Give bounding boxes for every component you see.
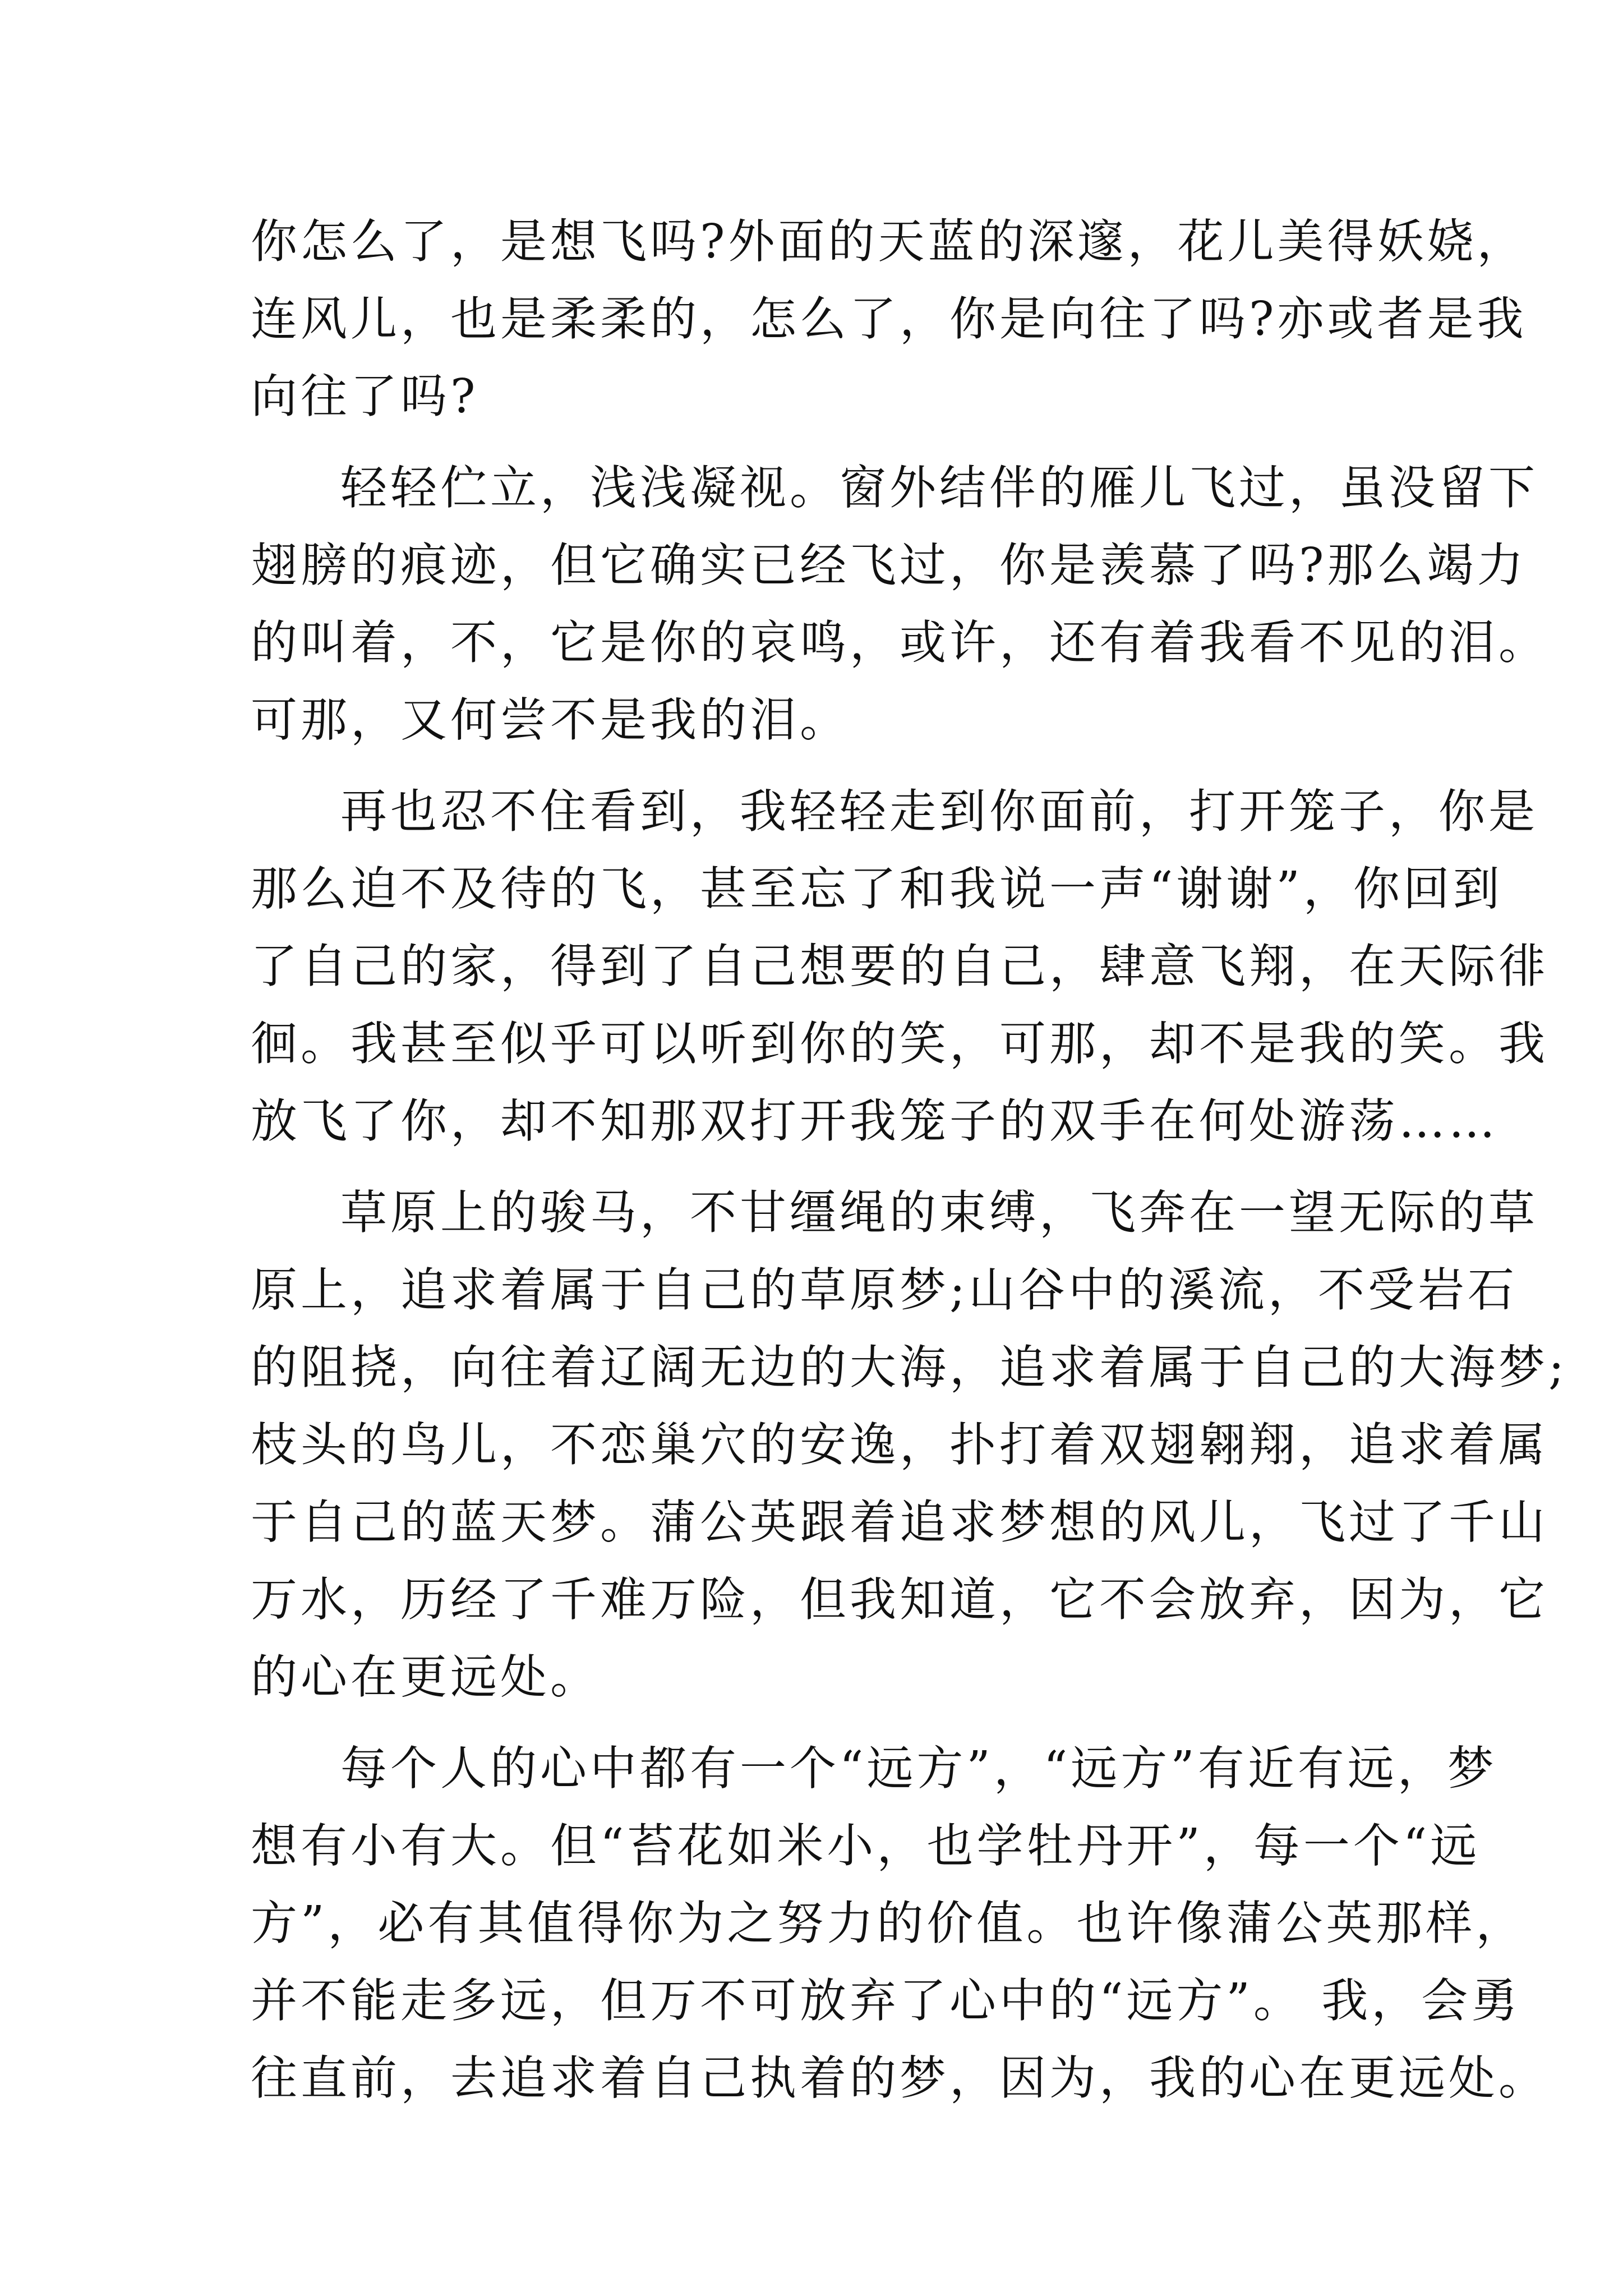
paragraph-2 (251, 449, 1548, 759)
text-line: 的心在更远处。 (251, 1650, 600, 1704)
text-line: 翅膀的痕迹，但它确实已经飞过，你是羡慕了吗?那么竭力 (251, 538, 1527, 592)
paragraph-1 (251, 203, 1527, 435)
text-line: 轻轻伫立，浅浅凝视。窗外结伴的雁儿飞过，虽没留下 (340, 461, 1538, 515)
text-line: 放飞了你，却不知那双打开我笼子的双手在何处游荡…… (251, 1094, 1498, 1148)
text-line: 枝头的鸟儿，不恋巢穴的安逸，扑打着双翅翱翔，追求着属 (251, 1418, 1548, 1472)
text-line: 想有小有大。但“苔花如米小，也学牡丹开”，每一个“远 (251, 1819, 1481, 1873)
text-line: 万水，历经了千难万险，但我知道，它不会放弃，因为，它 (251, 1572, 1548, 1627)
paragraph-5 (251, 1730, 1548, 2117)
text-line: 可那，又何尝不是我的泪。 (251, 693, 850, 747)
text-line: 每个人的心中都有一个“远方”，“远方”有近有远，梦 (340, 1741, 1497, 1796)
text-line: 那么迫不及待的飞，甚至忘了和我说一声“谢谢”，你回到 (251, 862, 1503, 916)
text-line: 方”，必有其值得你为之努力的价值。也许像蒲公英那样， (251, 1896, 1526, 1950)
text-line: 并不能走多远，但万不可放弃了心中的“远方”。 我，会勇 (251, 1973, 1521, 2028)
text-line: 的叫着，不，它是你的哀鸣，或许，还有着我看不见的泪。 (251, 615, 1548, 670)
text-line: 于自己的蓝天梦。蒲公英跟着追求梦想的风儿，飞过了千山 (251, 1495, 1548, 1549)
text-line: 往直前，去追求着自己执着的梦，因为，我的心在更远处。 (251, 2051, 1548, 2105)
text-line: 原上，追求着属于自己的草原梦;山谷中的溪流，不受岩石 (251, 1263, 1518, 1317)
text-line: 徊。我甚至似乎可以听到你的笑，可那，却不是我的笑。我 (251, 1016, 1548, 1071)
text-line: 再也忍不住看到，我轻轻走到你面前，打开笼子，你是 (340, 784, 1538, 839)
text-line: 你怎么了，是想飞吗?外面的天蓝的深邃，花儿美得妖娆， (251, 214, 1527, 269)
text-line: 连风儿，也是柔柔的，怎么了，你是向往了吗?亦或者是我 (251, 292, 1527, 346)
text-line: 的阻挠，向往着辽阔无边的大海，追求着属于自己的大海梦; (251, 1340, 1567, 1395)
text-line: 向往了吗? (251, 369, 479, 424)
paragraph-4 (251, 1174, 1567, 1716)
paragraph-3 (251, 773, 1548, 1160)
document-body (251, 203, 1567, 2131)
text-line: 了自己的家，得到了自己想要的自己，肆意飞翔，在天际徘 (251, 939, 1548, 993)
text-line: 草原上的骏马，不甘缰绳的束缚，飞奔在一望无际的草 (340, 1185, 1538, 1240)
